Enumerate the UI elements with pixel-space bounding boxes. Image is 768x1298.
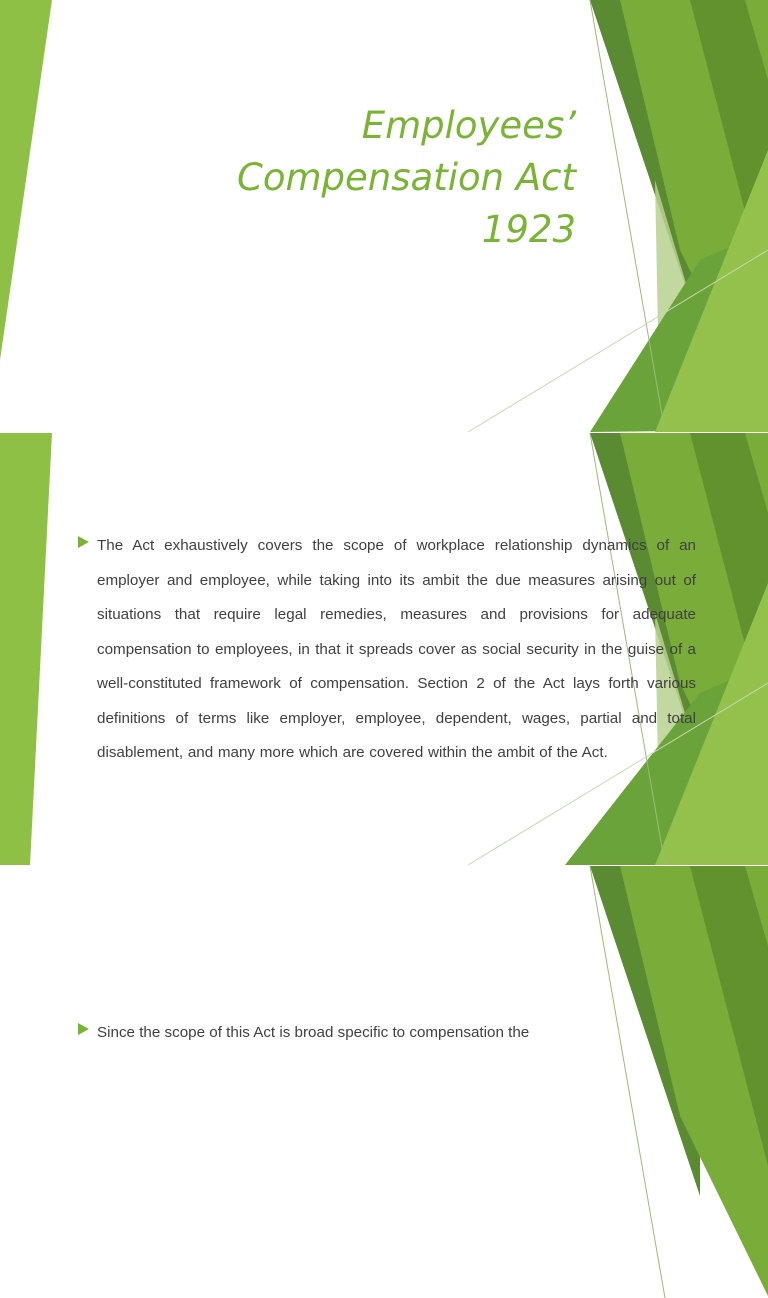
bullet-item (78, 1016, 696, 1041)
bullet-text: The Act exhaustively covers the scope of workplace relationship dynamics of an employer and employee, while taking into its ambit the due measures arising out of situations that require legal remedies, measures and provisions for adequate compensation to employees, in that it spreads cover as social security in the guise of a well-constituted framework of compensation. Section 2 of the Act lays forth various definitions of terms like employer, employee, dependent, wages, partial and total disablement, and many more which are covered within the ambit of the Act. (97, 537, 696, 761)
bullet-arrow-icon (78, 536, 89, 548)
bullet-text: Since the scope of this Act is broad specific to compensation the (97, 1024, 530, 1041)
slide-title (0, 0, 768, 432)
bullet-item (78, 529, 696, 771)
bullet-arrow-icon (78, 1023, 89, 1035)
page-title: Employees’ Compensation Act 1923 (237, 104, 576, 251)
decorative-shapes (0, 866, 768, 1298)
slide-content-partial (0, 866, 768, 1041)
slide-content (0, 433, 768, 865)
